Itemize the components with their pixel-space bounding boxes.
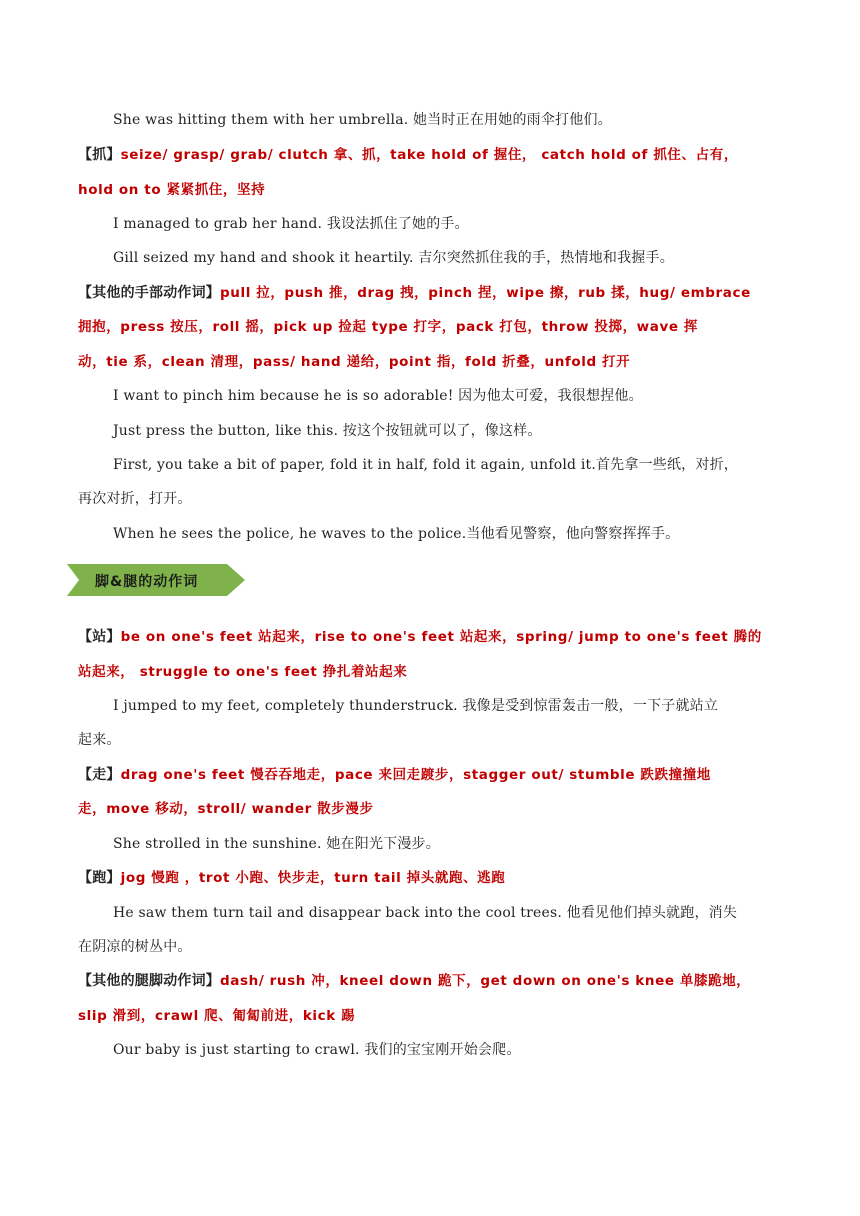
example-sentence-continued: 在阴凉的树丛中。 xyxy=(78,939,192,955)
vocab-words-continued: hold on to 紧紧抓住，坚持 xyxy=(78,182,266,198)
vocab-entry-walk xyxy=(78,765,782,785)
vocab-words: jog 慢跑 ，trot 小跑、快步走，turn tail 掉头就跑、逃跑 xyxy=(120,870,506,886)
example-sentence: I managed to grab her hand. 我设法抓住了她的手。 xyxy=(113,216,469,232)
vocab-words-continued: 站起来， struggle to one's feet 挣扎着站起来 xyxy=(78,664,408,680)
vocab-words-continued: slip 滑到，crawl 爬、匍匐前进，kick 踢 xyxy=(78,1008,356,1024)
example-sentence: He saw them turn tail and disappear back into the cool trees. 他看见他们掉头就跑，消失 xyxy=(113,905,738,921)
vocab-label: 【跑】 xyxy=(78,870,121,886)
vocab-entry-stand xyxy=(78,627,782,647)
example-sentence: She strolled in the sunshine. 她在阳光下漫步。 xyxy=(113,836,440,852)
vocab-words: dash/ rush 冲，kneel down 跪下，get down on one's knee 单膝跪地， xyxy=(220,973,751,989)
example-sentence: I want to pinch him because he is so adorable! 因为他太可爱，我很想捏他。 xyxy=(113,388,643,404)
vocab-words-continued: 动，tie 系，clean 清理，pass/ hand 递给，point 指，fold 折叠，unfold 打开 xyxy=(78,354,631,370)
vocab-words: seize/ grasp/ grab/ clutch 拿、抓，take hold of 握住， catch hold of 抓住、占有， xyxy=(120,147,738,163)
section-banner xyxy=(67,564,245,596)
vocab-words: be on one's feet 站起来，rise to one's feet 站起来，spring/ jump to one's feet 腾的 xyxy=(120,629,762,645)
example-sentence: First, you take a bit of paper, fold it in half, fold it again, unfold it.首先拿一些纸，对折， xyxy=(113,457,738,473)
section-title: 脚&腿的动作词 xyxy=(95,574,199,590)
vocab-words-continued: 拥抱，press 按压，roll 摇，pick up 捡起 type 打字，pack 打包，throw 投掷，wave 挥 xyxy=(78,319,699,335)
example-sentence: Gill seized my hand and shook it heartily. 吉尔突然抓住我的手，热情地和我握手。 xyxy=(113,250,674,266)
example-sentence: Just press the button, like this. 按这个按钮就可以了，像这样。 xyxy=(113,423,542,439)
vocab-words-continued: 走，move 移动，stroll/ wander 散步漫步 xyxy=(78,801,374,817)
vocab-entry-grab xyxy=(78,145,782,165)
example-sentence-continued: 再次对折，打开。 xyxy=(78,491,192,507)
example-sentence: Our baby is just starting to crawl. 我们的宝宝刚开始会爬。 xyxy=(113,1042,521,1058)
example-sentence: I jumped to my feet, completely thunderstruck. 我像是受到惊雷轰击一般，一下子就站立 xyxy=(113,698,719,714)
vocab-label: 【抓】 xyxy=(78,147,121,163)
example-sentence-continued: 起来。 xyxy=(78,732,121,748)
vocab-label: 【其他的腿脚动作词】 xyxy=(78,973,220,989)
vocab-label: 【站】 xyxy=(78,629,121,645)
vocab-entry-leg-actions xyxy=(78,971,782,991)
vocab-entry-hand-actions xyxy=(78,283,782,303)
vocab-words: pull 拉，push 推，drag 拽，pinch 捏，wipe 擦，rub 揉，hug/ embrace xyxy=(220,285,751,301)
vocab-label: 【走】 xyxy=(78,767,121,783)
example-sentence: She was hitting them with her umbrella. 她当时正在用她的雨伞打他们。 xyxy=(113,112,612,128)
vocab-words: drag one's feet 慢吞吞地走，pace 来回走踱步，stagger out/ stumble 跌跌撞撞地 xyxy=(120,767,711,783)
vocab-entry-run xyxy=(78,868,782,888)
example-sentence: When he sees the police, he waves to the police.当他看见警察，他向警察挥挥手。 xyxy=(113,526,680,542)
vocab-label: 【其他的手部动作词】 xyxy=(78,285,220,301)
